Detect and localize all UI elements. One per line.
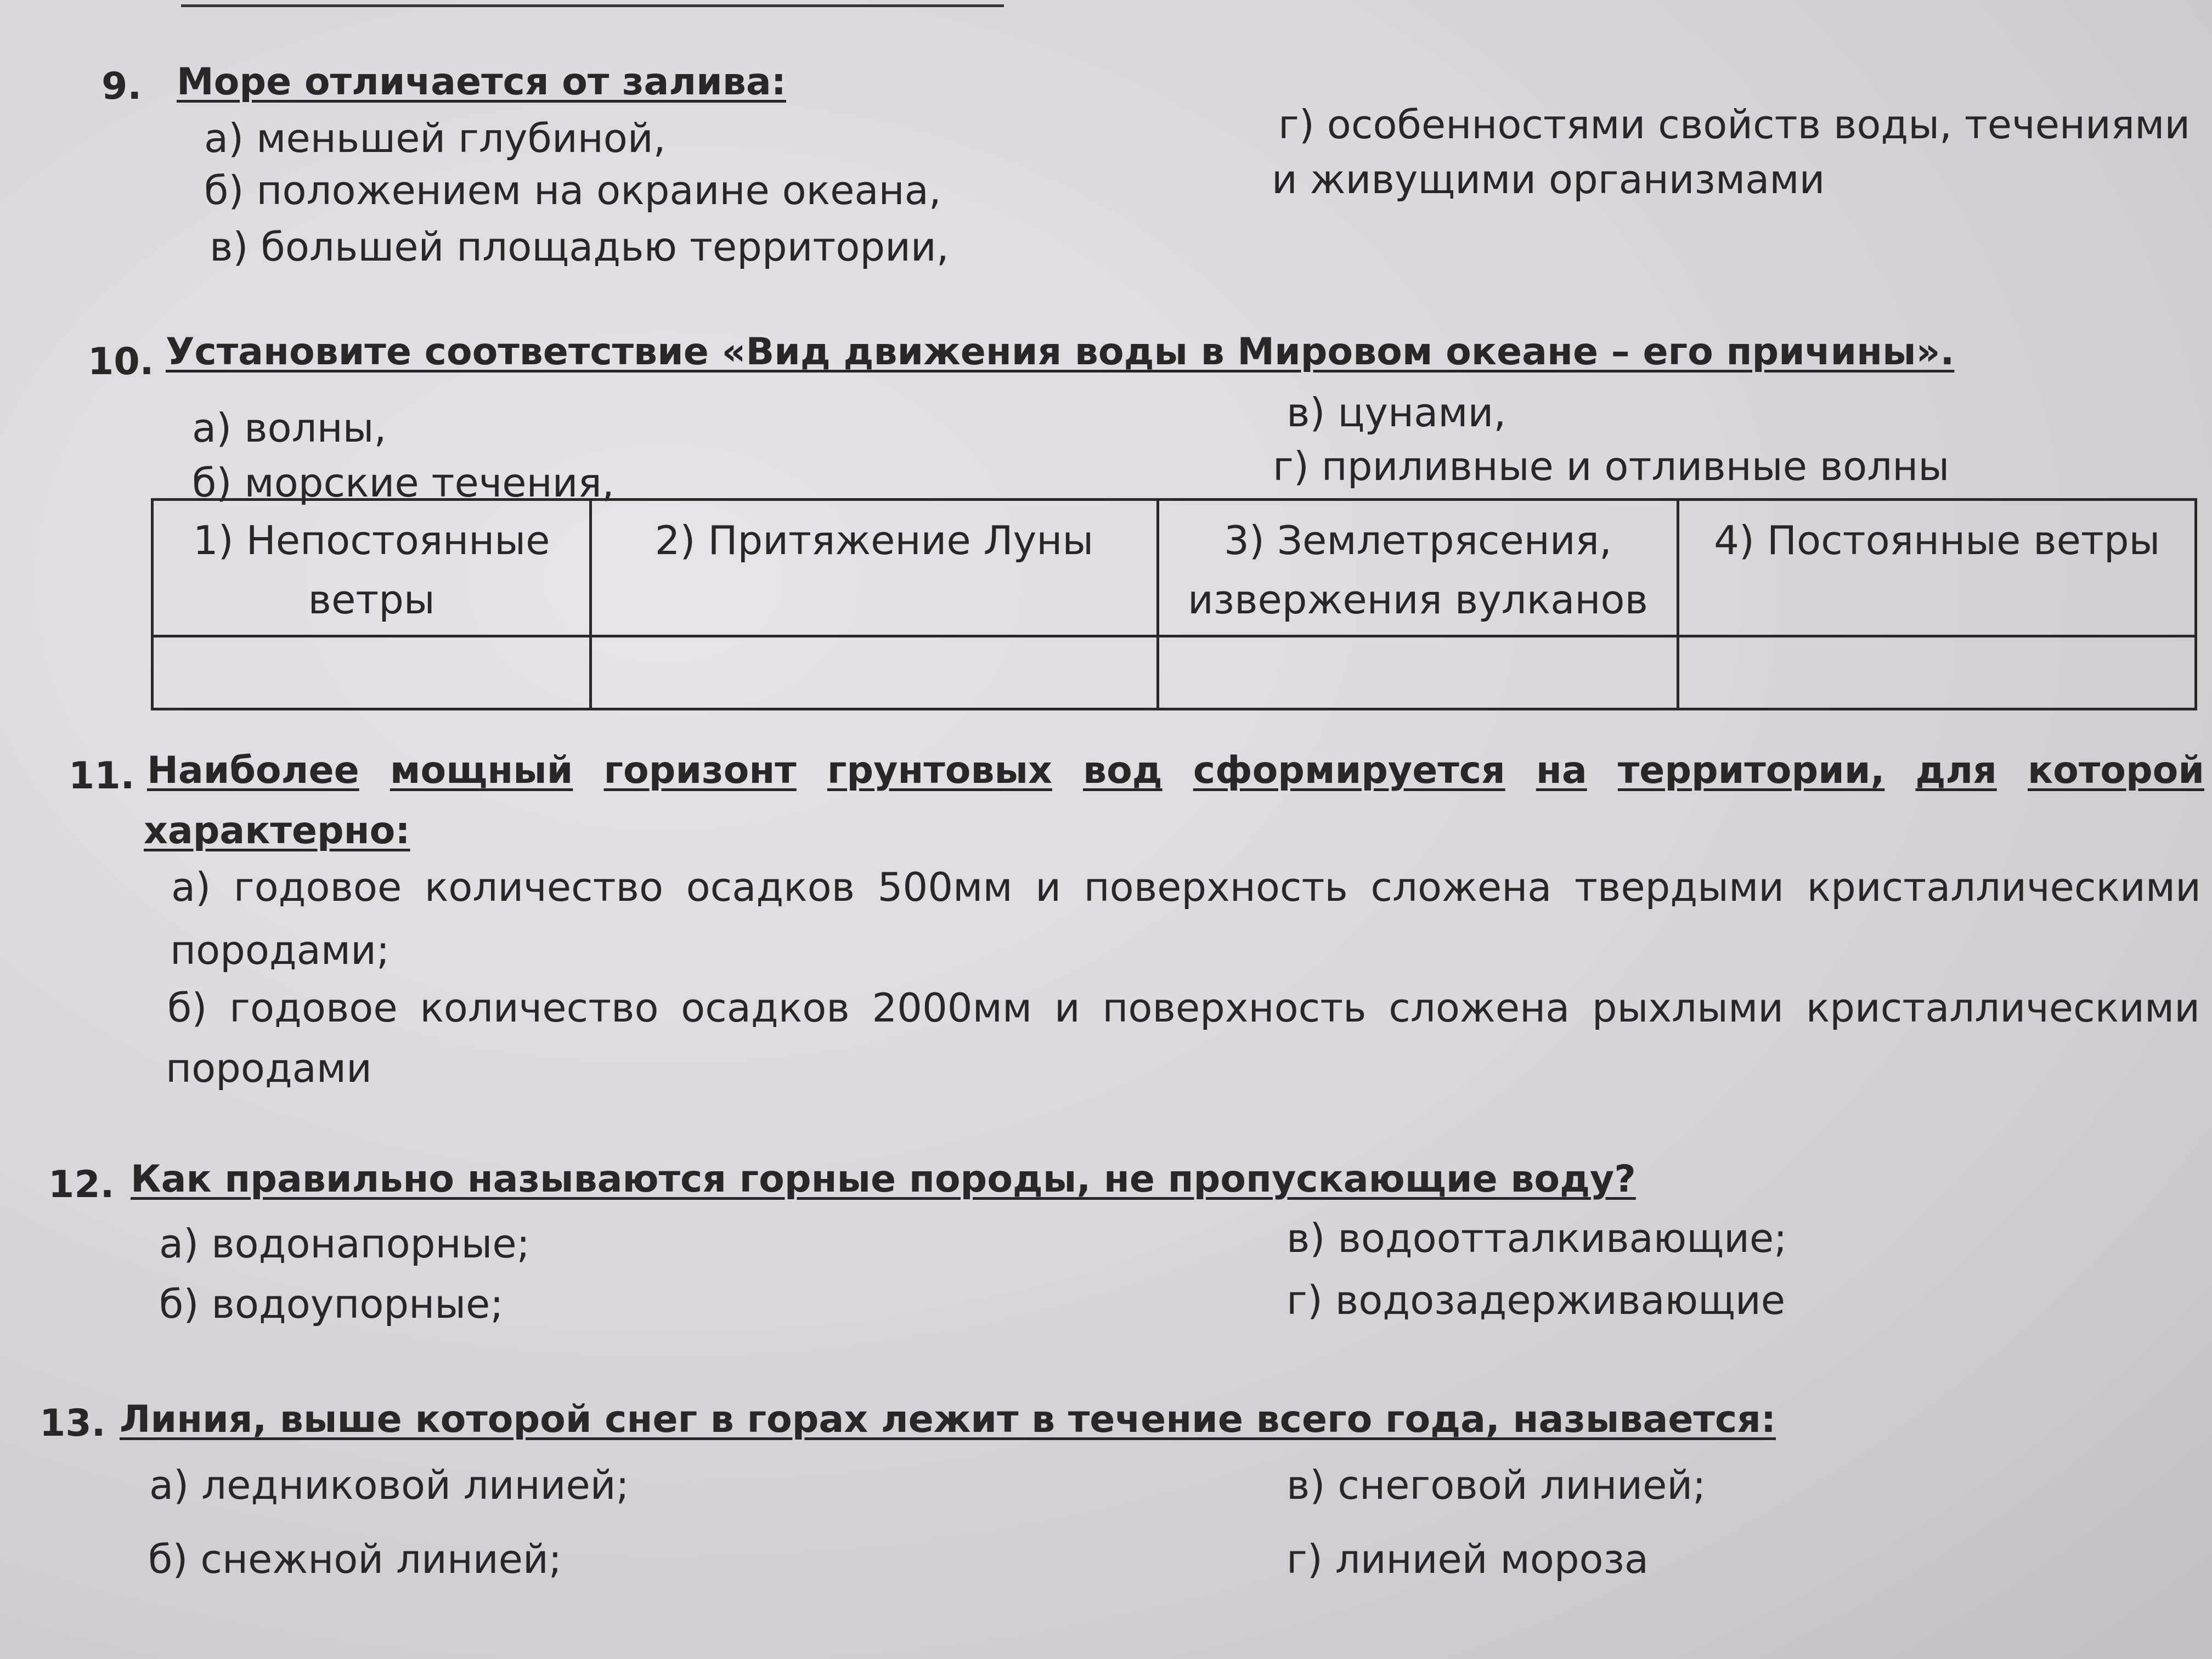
answer-cell-1[interactable]: [153, 636, 591, 709]
question-11-title-line2: характерно:: [144, 809, 410, 853]
cell-1-line1: 1) Непостоянные: [193, 517, 550, 563]
previous-table-bottom-border: [181, 0, 1004, 7]
q11-b-word: 2000мм: [872, 985, 1032, 1031]
question-9-option-d-line1: г) особенностями свойств воды, течениями: [1278, 101, 2191, 148]
q11-title-word: горизонт: [603, 749, 797, 792]
q11-b-word: б): [167, 985, 207, 1031]
question-11-option-b-line2: породами: [166, 1045, 372, 1091]
q11-a-word: а): [171, 864, 211, 910]
q11-title-word: для: [1915, 749, 1997, 792]
matching-table-cell-1: [153, 500, 591, 636]
matching-table-answer-row: [153, 636, 2196, 709]
question-13-title: Линия, выше которой снег в горах лежит в течение всего года, называется:: [120, 1398, 1776, 1441]
matching-table: [151, 498, 2197, 710]
q11-b-word: количество: [420, 985, 659, 1031]
question-10-option-c: в) цунами,: [1286, 390, 1506, 436]
cell-1-line2: ветры: [308, 577, 435, 623]
q11-a-word: и: [1035, 864, 1062, 910]
matching-table-header-row: [153, 500, 2196, 636]
q11-a-word: твердыми: [1574, 864, 1785, 910]
matching-table-cell-2: [591, 500, 1158, 636]
q11-b-word: рыхлыми: [1592, 985, 1784, 1031]
question-13-number: 13.: [40, 1402, 106, 1445]
q11-a-word: годовое: [233, 864, 402, 910]
cell-4-text: 4) Постоянные ветры: [1714, 517, 2160, 563]
question-13-option-c: в) снеговой линией;: [1286, 1462, 1706, 1508]
answer-cell-4[interactable]: [1678, 636, 2196, 709]
question-10-option-d: г) приливные и отливные волны: [1273, 443, 1950, 489]
question-11-title-line1: [147, 749, 2204, 792]
answer-cell-3[interactable]: [1158, 636, 1678, 709]
question-11-option-b-line1: [167, 985, 2200, 1031]
question-12-option-b: б) водоупорные;: [159, 1281, 504, 1327]
question-10-option-b: б) морские течения,: [192, 460, 614, 506]
q11-title-word: вод: [1083, 749, 1163, 792]
question-9-option-c: в) большей площадью территории,: [210, 224, 949, 270]
q11-a-word: кристаллическими: [1807, 864, 2201, 910]
answer-cell-2[interactable]: [591, 636, 1158, 709]
q11-a-word: количество: [424, 864, 664, 910]
question-13-option-b: б) снежной линией;: [148, 1536, 562, 1582]
question-13-option-a: а) ледниковой линией;: [149, 1462, 629, 1508]
question-11-option-a-line1: [171, 864, 2201, 910]
cell-3-line1: 3) Землетрясения,: [1224, 517, 1612, 563]
q11-title-word: Наиболее: [147, 749, 359, 792]
cell-3-line2: извержения вулканов: [1188, 577, 1648, 623]
q11-title-word: на: [1536, 749, 1587, 792]
q11-b-word: сложена: [1389, 985, 1570, 1031]
question-12-option-a: а) водонапорные;: [159, 1221, 530, 1267]
question-9-option-a: а) меньшей глубиной,: [204, 115, 666, 161]
q11-b-word: годовое: [229, 985, 398, 1031]
q11-b-word: и: [1054, 985, 1080, 1031]
question-12-number: 12.: [48, 1163, 115, 1206]
question-9-number: 9.: [101, 65, 142, 108]
q11-title-word: мощный: [390, 749, 573, 792]
question-11-option-a-line2: породами;: [170, 927, 390, 973]
q11-b-word: кристаллическими: [1805, 985, 2200, 1031]
q11-title-word: сформируется: [1193, 749, 1505, 792]
q11-title-word: грунтовых: [827, 749, 1052, 792]
question-13-option-d: г) линией мороза: [1286, 1536, 1649, 1582]
q11-a-word: 500мм: [877, 864, 1013, 910]
question-9-title: Море отличается от залива:: [177, 60, 786, 104]
q11-a-word: поверхность: [1084, 864, 1348, 910]
matching-table-cell-3: [1158, 500, 1678, 636]
q11-title-word: которой: [2027, 749, 2204, 792]
question-10-title: Установите соответствие «Вид движения воды в Мировом океане – его причины».: [166, 330, 1955, 374]
question-11-number: 11.: [69, 754, 135, 798]
question-12-option-d: г) водозадерживающие: [1286, 1277, 1786, 1323]
question-9-option-b: б) положением на окраине океана,: [204, 167, 941, 213]
question-10-number: 10.: [88, 340, 154, 383]
question-10-option-a: а) волны,: [192, 405, 387, 451]
matching-table-cell-4: [1678, 500, 2196, 636]
question-12-option-c: в) водоотталкивающие;: [1286, 1215, 1787, 1261]
q11-a-word: осадков: [686, 864, 855, 910]
q11-a-word: сложена: [1370, 864, 1552, 910]
q11-title-word: территории,: [1617, 749, 1885, 792]
question-12-title: Как правильно называются горные породы, не пропускающие воду?: [131, 1158, 1636, 1201]
q11-b-word: осадков: [681, 985, 850, 1031]
question-9-option-d-line2: и живущими организмами: [1272, 156, 1825, 202]
cell-2-text: 2) Притяжение Луны: [654, 517, 1094, 563]
q11-b-word: поверхность: [1102, 985, 1367, 1031]
